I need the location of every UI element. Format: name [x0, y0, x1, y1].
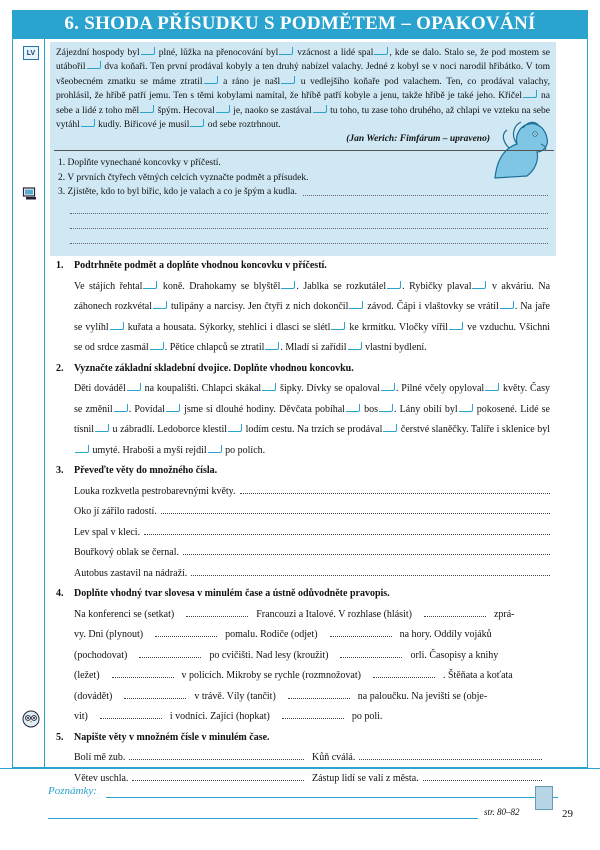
- reading-separator: [54, 150, 554, 151]
- blank-slot[interactable]: [459, 404, 473, 412]
- exercise-text: na koupališti. Chlapci skákal: [141, 383, 262, 394]
- answer-line[interactable]: [155, 625, 217, 637]
- exercise-3-line: Louka rozkvetla pestrobarevnými květy.: [56, 482, 550, 503]
- exercise-text: závod. Čápi i vlaštovky se vrátil: [364, 301, 499, 312]
- blank-slot[interactable]: [204, 76, 218, 84]
- exercise-text: Francouzi a Italové. V rozhlase (hlásit): [256, 608, 412, 620]
- exercise-text: ke krmítku. Vločky vířil: [346, 321, 449, 333]
- blank-slot[interactable]: [95, 424, 109, 432]
- blank-slot[interactable]: [140, 105, 154, 113]
- page-number: 29: [562, 808, 573, 820]
- book-icon: [535, 786, 553, 810]
- blank-slot[interactable]: [485, 383, 499, 391]
- blank-slot[interactable]: [346, 404, 360, 412]
- answer-line[interactable]: [330, 625, 392, 637]
- exercise-text: pomalu. Rodiče (odjet): [225, 629, 318, 640]
- exercise-4-row: [56, 666, 550, 687]
- exercise-text: květy. Časy se změnil: [74, 383, 550, 415]
- answer-line[interactable]: [112, 666, 174, 678]
- blank-slot[interactable]: [265, 342, 279, 350]
- exercise-3-line: Bouřkový oblak se černal.: [56, 543, 550, 564]
- blank-slot[interactable]: [114, 404, 128, 412]
- exercise-3-line: Autobus zastavil na nádraží.: [56, 564, 550, 585]
- notes-label: Poznámky:: [48, 785, 97, 797]
- owl-icon: [22, 710, 40, 728]
- exercise-4-row: [56, 687, 550, 708]
- exercise-text: po cvičišti. Nad lesy (kroužit): [209, 649, 329, 661]
- answer-line[interactable]: [129, 748, 304, 760]
- exercise-2-heading: 2. Vyznačte základní skladební dvojice. Doplňte vhodnou koncovku.: [56, 362, 354, 374]
- exercise-text: . Rybičky plaval: [402, 280, 472, 292]
- blank-slot[interactable]: [348, 342, 362, 350]
- exercise-text: tulipány a narcisy. Jen čtyři z nich dokončil: [167, 301, 349, 312]
- blank-slot[interactable]: [383, 424, 397, 432]
- answer-line[interactable]: [124, 687, 186, 699]
- exercise-text: lodím cestu. Na trzích se prodával: [243, 424, 383, 435]
- exercise-text: (pochodovat): [74, 649, 128, 661]
- exercise-4-row: [56, 605, 550, 626]
- exercise-3-heading: 3. Převeďte věty do množného čísla.: [56, 465, 218, 476]
- blank-slot[interactable]: [208, 445, 222, 453]
- exercise-text: i vodníci. Zajíci (hopkat): [169, 711, 270, 722]
- exercise-text: (dovádět): [74, 690, 113, 702]
- answer-line[interactable]: [70, 214, 548, 229]
- blank-slot[interactable]: [141, 47, 155, 55]
- blank-slot[interactable]: [153, 301, 167, 309]
- lv-badge-icon: LV: [23, 46, 39, 60]
- blank-slot[interactable]: [262, 383, 276, 391]
- answer-line[interactable]: [373, 666, 435, 678]
- exercise-text: vy. Dni (plynout): [74, 629, 144, 640]
- exercise-text: kuřata a housata. Sýkorky, stehlíci i dlasci se slétl: [124, 321, 331, 333]
- reading-source: (Jan Werich: Fimfárum – upraveno): [346, 134, 490, 145]
- exercise-1-body: [56, 277, 550, 359]
- task-3: 3. Zjistěte, kdo to byl biřic, kdo je valach a co je špým a kudla.: [58, 185, 548, 200]
- exercise-4-body: [56, 605, 550, 728]
- exercise-text: v trávě. Víly (tančit): [194, 690, 276, 702]
- exercise-5-row: Bolí mě zub. Kůň cválá.: [56, 748, 550, 769]
- answer-line[interactable]: [240, 482, 550, 494]
- notes-line[interactable]: [106, 797, 558, 798]
- margin-divider: [44, 38, 45, 768]
- blank-slot[interactable]: [349, 301, 363, 309]
- reading-tasks: [58, 156, 548, 244]
- exercise-text: Na konferenci se (setkat): [74, 608, 175, 620]
- task-1: 1. Doplňte vynechané koncovky v příčestí.: [58, 158, 221, 168]
- blank-slot[interactable]: [216, 105, 230, 113]
- notes-line[interactable]: [48, 818, 478, 819]
- exercise-text: . Mladí si zařídil: [280, 342, 347, 353]
- computer-icon: [22, 187, 38, 201]
- answer-line[interactable]: [282, 707, 344, 719]
- answer-line[interactable]: [186, 605, 248, 617]
- exercise-text: vlastní bydlení.: [362, 342, 427, 353]
- answer-line[interactable]: [288, 687, 350, 699]
- exercise-text: (ležet): [74, 670, 100, 681]
- blank-slot[interactable]: [374, 47, 388, 55]
- exercises: [56, 256, 550, 789]
- exercise-text: po poli.: [351, 711, 383, 722]
- exercise-4-row: [56, 625, 550, 646]
- answer-line[interactable]: [144, 523, 550, 535]
- exercise-text: . Jablka se rozkutálel: [296, 280, 387, 292]
- exercise-text: jsme si dlouhé hodiny. Děvčata pobíhal: [180, 403, 345, 415]
- exercise-3-line: Oko jí zářilo radostí.: [56, 502, 550, 523]
- blank-slot[interactable]: [87, 61, 101, 69]
- answer-line[interactable]: [139, 646, 201, 658]
- answer-line[interactable]: [423, 769, 542, 781]
- exercise-text: v policích. Mikroby se rychle (rozmnožovat): [181, 670, 361, 681]
- blank-slot[interactable]: [143, 281, 157, 289]
- exercise-text: . Na jaře se vylíhl: [74, 301, 550, 333]
- answer-line[interactable]: [183, 543, 550, 555]
- exercise-text: šipky. Dívky se opaloval: [277, 383, 380, 394]
- blank-slot[interactable]: [110, 322, 124, 330]
- blank-slot[interactable]: [279, 47, 293, 55]
- exercise-text: koně. Drahokamy se blyštěl: [158, 280, 281, 292]
- exercise-text: orli. Časopisy a knihy: [410, 649, 499, 661]
- blank-slot[interactable]: [81, 119, 95, 127]
- exercise-3-line: Lev spal v kleci.: [56, 523, 550, 544]
- exercise-text: Děti dováděl: [74, 383, 126, 394]
- answer-line[interactable]: [303, 185, 548, 196]
- page-reference: str. 80–82: [484, 807, 520, 817]
- exercise-text: u zábradlí. Ledoborce klestil: [110, 424, 228, 435]
- answer-line[interactable]: [191, 564, 550, 576]
- exercise-1-heading: 1. Podtrhněte podmět a doplňte vhodnou koncovku v příčestí.: [56, 260, 327, 271]
- reading-text: Zájezdní hospody byl plné, lůžka na přenocování byl vzácnost a lidé spal , kde se dalo. Stalo se, že pod mostem se utábořil dva koňaři. Ten první prodával kobyly a ten druhý nabízel valachy. Jedné z kobyl se v noci narodil hříbátko. V tom všeobecném zmatku se máme ztratil a ráno je našl u vedlejšího koňaře pod valachem. Ten, co prodával valachy, prohlásil, že hříbě patří jemu. Ten s těmi kobylami namítal, že hříbě patří kobyle a jenu, takže hříbě je také jeho. Křičel na sebe a lidé z toho měl špým. Hecoval je, naoko se zastával tu toho, tu zase toho druhého, až chlapi ve vzteku na sebe vytáhl kudly. Biřicové je musil od sebe roztrhnout. (Jan Werich: Fimfárum – upraveno): [56, 46, 550, 147]
- exercise-text: . Pilné včely opyloval: [395, 383, 485, 394]
- exercise-text: ve vzduchu. Všichni se od srdce zasmál: [74, 321, 550, 353]
- exercise-4-row: [56, 707, 550, 728]
- exercise-text: čerstvé slaněčky. Talíře i sklenice byl: [398, 424, 551, 435]
- blank-slot[interactable]: [313, 105, 327, 113]
- exercise-text: na hory. Oddíly vojáků: [399, 629, 492, 640]
- blank-slot[interactable]: [166, 404, 180, 412]
- blank-slot[interactable]: [75, 445, 89, 453]
- exercise-text: . Lány obilí byl: [394, 403, 458, 415]
- exercise-5-row: Větev uschla. Zástup lidí se valí z města.: [56, 769, 550, 790]
- blank-slot[interactable]: [523, 90, 537, 98]
- blank-slot[interactable]: [281, 76, 295, 84]
- answer-line[interactable]: [359, 748, 542, 760]
- exercise-text: po polích.: [222, 444, 266, 456]
- blank-slot[interactable]: [331, 322, 345, 330]
- exercise-text: bos: [360, 403, 379, 415]
- answer-line[interactable]: [100, 707, 162, 719]
- answer-line[interactable]: [132, 769, 304, 781]
- exercise-text: v akváriu. Na záhonech rozkvétal: [74, 280, 551, 312]
- blank-slot[interactable]: [281, 281, 295, 289]
- task-2: 2. V prvních čtyřech větných celcích vyznačte podmět a přísudek.: [58, 172, 309, 183]
- footer-divider: [0, 768, 600, 769]
- exercise-text: . Povídal: [128, 403, 165, 415]
- blank-slot[interactable]: [449, 322, 463, 330]
- blank-slot[interactable]: [472, 281, 486, 289]
- blank-slot[interactable]: [228, 424, 242, 432]
- answer-line[interactable]: [70, 200, 548, 215]
- exercise-text: na paloučku. Na jevišti se (obje-: [357, 690, 488, 702]
- answer-line[interactable]: [340, 646, 402, 658]
- blank-slot[interactable]: [387, 281, 401, 289]
- exercise-text: umyté. Hraboši a myši rejdil: [90, 444, 207, 456]
- exercise-2-body: [56, 379, 550, 461]
- blank-slot[interactable]: [381, 383, 395, 391]
- exercise-text: vit): [74, 711, 88, 722]
- exercise-4-row: [56, 646, 550, 667]
- answer-line[interactable]: [161, 502, 550, 514]
- exercise-4-heading: 4. Doplňte vhodný tvar slovesa v minulém čase a ústně odůvodněte pravopis.: [56, 588, 390, 599]
- blank-slot[interactable]: [500, 301, 514, 309]
- blank-slot[interactable]: [127, 383, 141, 391]
- answer-line[interactable]: [424, 605, 486, 617]
- exercise-text: Ve stájích řehtal: [74, 280, 143, 292]
- exercise-text: zprá-: [493, 608, 515, 620]
- answer-line[interactable]: [70, 229, 548, 244]
- blank-slot[interactable]: [150, 342, 164, 350]
- exercise-text: pokosené. Lidé se tísnil: [74, 403, 550, 435]
- blank-slot[interactable]: [379, 404, 393, 412]
- exercise-5-heading: 5. Napište věty v množném čísle v minulém čase.: [56, 731, 270, 743]
- page-title: 6. SHODA PŘÍSUDKU S PODMĚTEM – OPAKOVÁNÍ: [12, 10, 588, 38]
- exercise-text: . Pětice chlapců se ztratil: [164, 342, 265, 353]
- blank-slot[interactable]: [190, 119, 204, 127]
- exercise-text: . Štěňata a koťata: [442, 670, 513, 681]
